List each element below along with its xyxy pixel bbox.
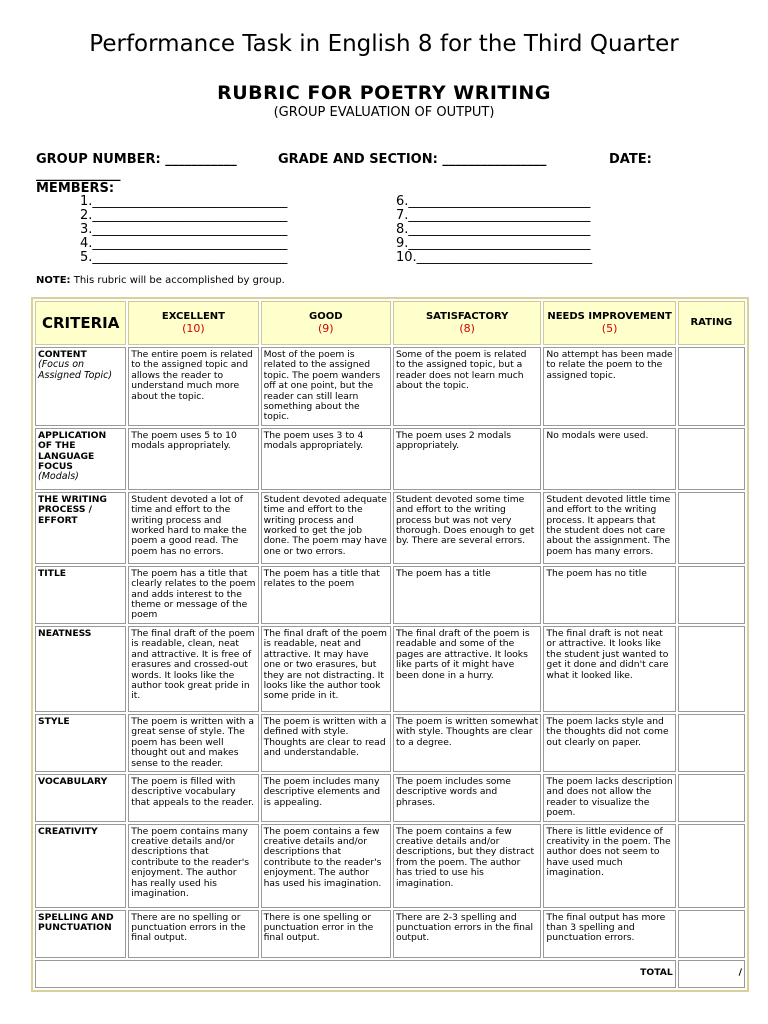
criterion-name — [35, 714, 126, 772]
header-criteria: CRITERIA — [35, 301, 126, 345]
total-row — [35, 960, 745, 988]
criterion-title: STYLE — [38, 715, 70, 727]
page-title: Performance Task in English 8 for the Third Quarter — [89, 31, 679, 57]
criterion-name — [35, 566, 126, 624]
descriptor-excellent: The entire poem is related to the assigned topic and allows the reader to understand much more about the topic. — [128, 347, 258, 426]
criterion-row — [35, 626, 745, 712]
group-number-field[interactable]: GROUP NUMBER: ___________ — [36, 152, 237, 167]
members-list-left[interactable]: 1.______________________________ 2.______________________________ 3.______________________________ 4.______________________________ 5.______________________________ — [80, 194, 288, 265]
criterion-row — [35, 910, 745, 958]
descriptor-good: Most of the poem is related to the assigned topic. The poem wanders off at one point, but the reader can still learn something about the topic. — [261, 347, 391, 426]
criterion-name — [35, 824, 126, 908]
descriptor-good: The poem has a title that relates to the poem — [261, 566, 391, 624]
descriptor-satisfactory: The poem has a title — [393, 566, 541, 624]
criterion-name — [35, 428, 126, 490]
criterion-name — [35, 910, 126, 958]
descriptor-needs: The poem lacks style and the thoughts did not come out clearly on paper. — [543, 714, 675, 772]
descriptor-good: There is one spelling or punctuation error in the final output. — [261, 910, 391, 958]
criterion-row — [35, 566, 745, 624]
descriptor-excellent: The poem contains many creative details and/or descriptions that contribute to the reader's enjoyment. The author has really used his imagination. — [128, 824, 258, 908]
header-excellent-points: (10) — [182, 322, 205, 335]
descriptor-good: Student devoted adequate time and effort to the writing process and worked to get the job done. The poem may have one or two errors. — [261, 492, 391, 564]
rubric-caption: (GROUP EVALUATION OF OUTPUT) — [273, 105, 495, 120]
note-text: This rubric will be accomplished by group. — [73, 275, 285, 286]
header-needs-improvement — [543, 301, 675, 345]
descriptor-satisfactory: The final draft of the poem is readable and some of the pages are attractive. It looks like parts of it might have been done in a hurry. — [393, 626, 541, 712]
header-good-points: (9) — [317, 322, 334, 335]
descriptor-satisfactory: The poem uses 2 modals appropriately. — [393, 428, 541, 490]
total-label: TOTAL — [35, 960, 676, 988]
rating-cell[interactable] — [678, 492, 745, 564]
criterion-row — [35, 428, 745, 490]
criterion-title: NEATNESS — [38, 627, 92, 639]
rating-cell[interactable] — [678, 428, 745, 490]
header-rating: RATING — [678, 301, 745, 345]
note-label: NOTE: — [36, 275, 71, 286]
header-satisfactory-label: SATISFACTORY — [425, 311, 509, 322]
descriptor-satisfactory: The poem is written somewhat with style. Thoughts are clear to a degree. — [393, 714, 541, 772]
header-good — [261, 301, 391, 345]
criterion-subtitle: (Modals) — [38, 471, 79, 483]
descriptor-satisfactory: Some of the poem is related to the assigned topic, but a reader does not learn much about the topic. — [393, 347, 541, 426]
header-satisfactory — [393, 301, 541, 345]
grade-section-field[interactable]: GRADE AND SECTION: ________________ — [278, 152, 547, 167]
total-score[interactable]: / — [678, 960, 745, 988]
header-satisfactory-points: (8) — [459, 322, 475, 335]
criterion-name — [35, 626, 126, 712]
rating-cell[interactable] — [678, 774, 745, 822]
descriptor-satisfactory: The poem includes some descriptive words and phrases. — [393, 774, 541, 822]
header-needs-label: NEEDS IMPROVEMENT — [547, 311, 672, 322]
criterion-title: CREATIVITY — [38, 825, 98, 837]
descriptor-satisfactory: There are 2-3 spelling and punctuation errors in the final output. — [393, 910, 541, 958]
criterion-name — [35, 774, 126, 822]
descriptor-excellent: The poem has a title that clearly relates to the poem and adds interest to the theme or message of the poem — [128, 566, 258, 624]
rubric-table — [31, 297, 749, 992]
descriptor-excellent: The final draft of the poem is readable, clean, neat and attractive. It is free of erasures and crossed-out words. It looks like the author took great pride in it. — [128, 626, 258, 712]
descriptor-needs: The final draft is not neat or attractive. It looks like the student just wanted to get it done and didn't care what it looked like. — [543, 626, 675, 712]
descriptor-excellent: The poem is filled with descriptive vocabulary that appeals to the reader. — [128, 774, 258, 822]
descriptor-excellent: Student devoted a lot of time and effort to the writing process and worked hard to make the poem a good read. The poem has no errors. — [128, 492, 258, 564]
descriptor-good: The final draft of the poem is readable, neat and attractive. It may have one or two erasures, but they are not distracting. It looks like the author took some pride in it. — [261, 626, 391, 712]
header-needs-points: (5) — [601, 322, 618, 335]
header-excellent — [128, 301, 258, 345]
criterion-title: APPLICATION OF THE LANGUAGE FOCUS — [38, 429, 107, 473]
descriptor-needs: No modals were used. — [543, 428, 675, 490]
rating-cell[interactable] — [678, 566, 745, 624]
criterion-name — [35, 347, 126, 426]
descriptor-good: The poem includes many descriptive elements and is appealing. — [261, 774, 391, 822]
descriptor-needs: The poem lacks description and does not allow the reader to visualize the poem. — [543, 774, 675, 822]
descriptor-needs: The final output has more than 3 spelling and punctuation errors. — [543, 910, 675, 958]
criterion-name — [35, 492, 126, 564]
criterion-title: TITLE — [38, 567, 67, 579]
criterion-row — [35, 824, 745, 908]
date-label: DATE: — [609, 152, 652, 167]
members-list-right[interactable]: 6.____________________________ 7.____________________________ 8.____________________________ 9.____________________________ 10.___________________________ — [396, 194, 593, 265]
header-row — [35, 301, 745, 345]
criterion-title: CONTENT — [38, 349, 87, 360]
descriptor-satisfactory: Student devoted some time and effort to the writing process but was not very thorough. Does enough to get by. There are several errors. — [393, 492, 541, 564]
descriptor-good: The poem uses 3 to 4 modals appropriately. — [261, 428, 391, 490]
members-label: MEMBERS: — [36, 181, 115, 196]
descriptor-needs: Student devoted little time and effort to the writing process. It appears that the student does not care about the assignment. The poem has many errors. — [543, 492, 675, 564]
rating-cell[interactable] — [678, 347, 745, 426]
descriptor-excellent: The poem is written with a great sense of style. The poem has been well thought out and makes sense to the reader. — [128, 714, 258, 772]
criterion-title: VOCABULARY — [38, 775, 108, 787]
criterion-title: SPELLING AND PUNCTUATION — [38, 911, 114, 933]
rating-cell[interactable] — [678, 910, 745, 958]
descriptor-good: The poem is written with a defined with style. Thoughts are clear to read and understandable. — [261, 714, 391, 772]
rubric-title: RUBRIC FOR POETRY WRITING — [217, 82, 551, 104]
descriptor-good: The poem contains a few creative details and/or descriptions that contribute to the reader's enjoyment. The author has used his imagination. — [261, 824, 391, 908]
descriptor-needs: No attempt has been made to relate the poem to the assigned topic. — [543, 347, 675, 426]
descriptor-needs: There is little evidence of creativity in the poem. The author does not seem to have used much imagination. — [543, 824, 675, 908]
criterion-subtitle: (Focus on Assigned Topic) — [38, 359, 113, 381]
header-excellent-label: EXCELLENT — [161, 311, 225, 322]
criterion-row — [35, 774, 745, 822]
note — [36, 275, 285, 286]
descriptor-satisfactory: The poem contains a few creative details and/or descriptions, but they distract from the poem. The author has tried to use his imagination. — [393, 824, 541, 908]
criterion-row — [35, 492, 745, 564]
criterion-title: THE WRITING PROCESS / EFFORT — [38, 493, 107, 526]
descriptor-excellent: There are no spelling or punctuation errors in the final output. — [128, 910, 258, 958]
header-good-label: GOOD — [309, 311, 343, 322]
rating-cell[interactable] — [678, 824, 745, 908]
rating-cell[interactable] — [678, 626, 745, 712]
criterion-row — [35, 714, 745, 772]
date-field[interactable]: _____________ — [36, 167, 121, 182]
rating-cell[interactable] — [678, 714, 745, 772]
descriptor-needs: The poem has no title — [543, 566, 675, 624]
criterion-row — [35, 347, 745, 426]
descriptor-excellent: The poem uses 5 to 10 modals appropriately. — [128, 428, 258, 490]
